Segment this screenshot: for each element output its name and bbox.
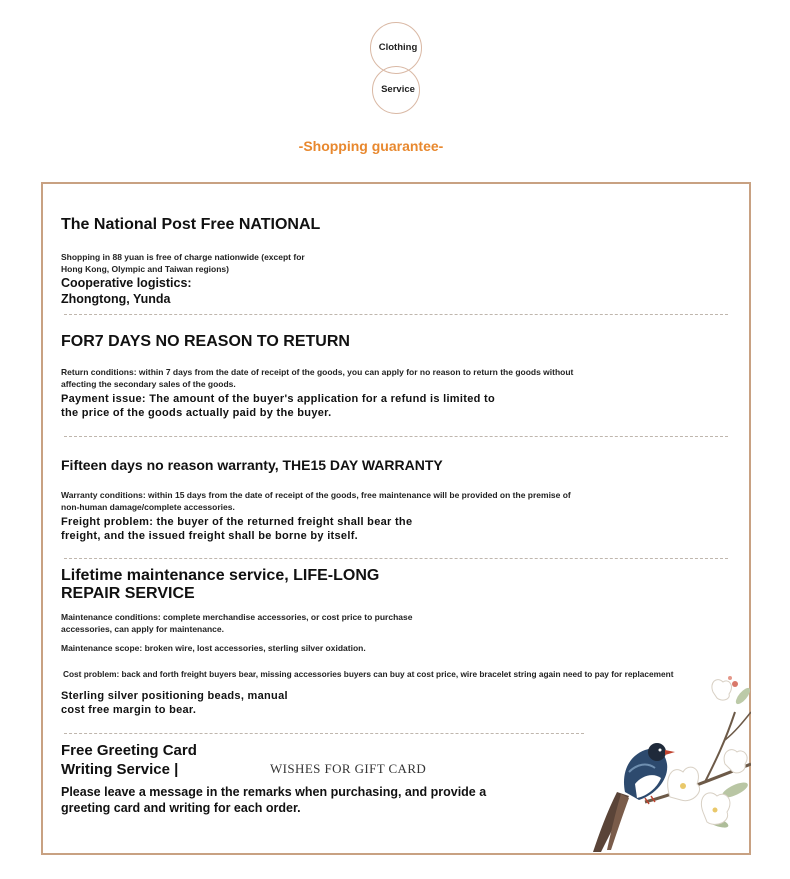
- greeting-card-desc-line1: Please leave a message in the remarks when purchasing, and provide a: [61, 785, 487, 799]
- return-conditions-line2: affecting the secondary sales of the goods.: [61, 379, 236, 389]
- national-post-desc-line2: Hong Kong, Olympic and Taiwan regions): [61, 264, 229, 274]
- freight-problem-line2: freight, and the issued freight shall be borne by itself.: [61, 530, 359, 542]
- seven-day-return-title: FOR7 DAYS NO REASON TO RETURN: [61, 333, 350, 350]
- warranty-conditions-line2: non-human damage/complete accessories.: [61, 502, 235, 512]
- logo-text-clothing: Clothing: [378, 42, 418, 53]
- sterling-silver-line2: cost free margin to bear.: [61, 704, 197, 716]
- greeting-card-title-line1: Free Greeting Card: [61, 742, 197, 759]
- shopping-guarantee-heading: -Shopping guarantee-: [298, 138, 444, 154]
- lifetime-maintenance-title-line2: REPAIR SERVICE: [61, 585, 195, 602]
- maintenance-scope: Maintenance scope: broken wire, lost accessories, sterling silver oxidation.: [61, 643, 366, 653]
- national-post-desc-line1: Shopping in 88 yuan is free of charge nationwide (except for: [61, 252, 305, 262]
- section-divider: [64, 558, 728, 559]
- sterling-silver-line1: Sterling silver positioning beads, manual: [61, 690, 288, 702]
- logo-text-service: Service: [381, 84, 415, 95]
- return-conditions-line1: Return conditions: within 7 days from the date of receipt of the goods, you can apply for no reason to return the goods without: [61, 367, 574, 377]
- freight-problem-line1: Freight problem: the buyer of the returned freight shall bear the: [61, 516, 413, 528]
- warranty-conditions-line1: Warranty conditions: within 15 days from the date of receipt of the goods, free maintenance will be provided on the premise of: [61, 490, 571, 500]
- section-divider: [64, 314, 728, 315]
- payment-issue-line2: the price of the goods actually paid by the buyer.: [61, 407, 332, 419]
- lifetime-maintenance-title-line1: Lifetime maintenance service, LIFE-LONG: [61, 567, 380, 584]
- magpie-on-magnolia-illustration: [585, 672, 751, 854]
- section-divider: [64, 733, 584, 734]
- cooperative-logistics-value: Zhongtong, Yunda: [61, 292, 171, 306]
- greeting-card-desc-line2: greeting card and writing for each order.: [61, 801, 301, 815]
- clothing-service-logo: [368, 22, 428, 114]
- maintenance-conditions-line1: Maintenance conditions: complete merchandise accessories, or cost price to purchase: [61, 612, 413, 622]
- maintenance-conditions-line2: accessories, can apply for maintenance.: [61, 624, 224, 634]
- section-divider: [64, 436, 728, 437]
- national-post-title: The National Post Free NATIONAL: [61, 216, 321, 233]
- cooperative-logistics-label: Cooperative logistics:: [61, 276, 192, 290]
- greeting-card-title-line2: Writing Service |: [61, 761, 179, 778]
- payment-issue-line1: Payment issue: The amount of the buyer's application for a refund is limited to: [61, 393, 495, 405]
- fifteen-day-warranty-title: Fifteen days no reason warranty, THE15 DAY WARRANTY: [61, 457, 443, 473]
- cost-problem: Cost problem: back and forth freight buyers bear, missing accessories buyers can buy at cost price, wire bracelet string again need to pay for replacement: [63, 669, 674, 679]
- wishes-for-gift-card: WISHES FOR GIFT CARD: [270, 761, 427, 776]
